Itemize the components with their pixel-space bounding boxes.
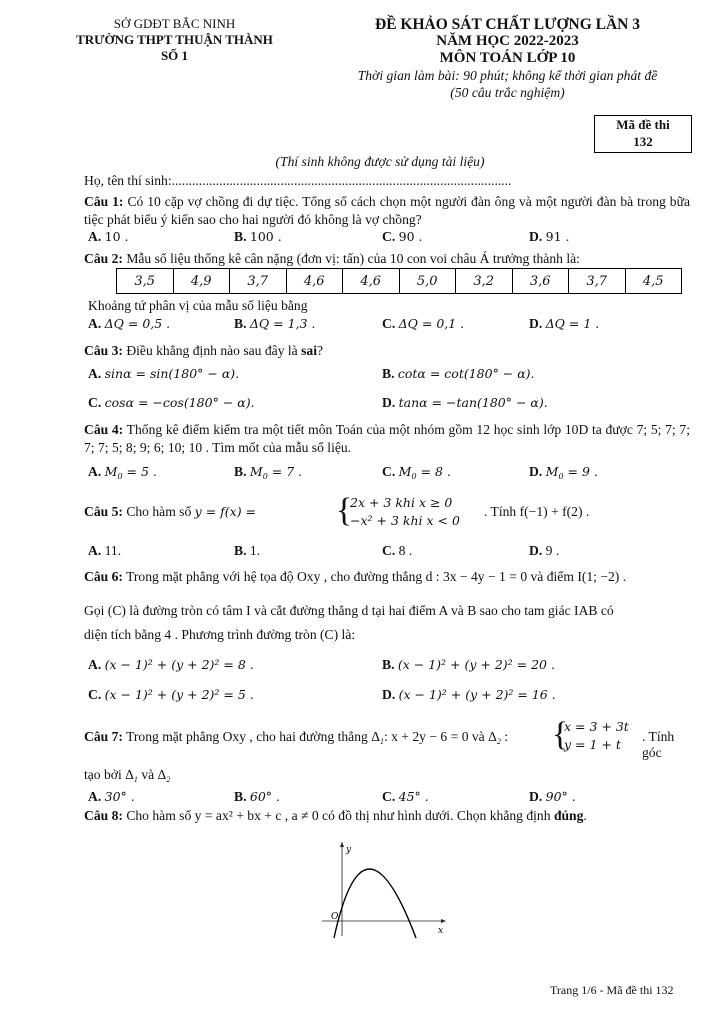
q7-post: . Tính góc — [642, 729, 675, 760]
q4-option-b[interactable]: B. $M_0 = 7$ . — [234, 464, 303, 481]
q1-option-c[interactable]: C. 90 . — [382, 229, 423, 244]
q6-label: Câu 6: — [84, 569, 123, 584]
question-2 — [84, 250, 690, 268]
question-7: Câu 7: Trong mặt phẳng Oxy , cho hai đường thẳng $\Delta_1$: x + 2y − 6 = 0 và $\Delta_2$ : { x = 3 + 3t y = 1 + t . Tính góc — [84, 716, 690, 758]
exam-header — [320, 16, 695, 101]
q8-text: Cho hàm số y = ax² + bx + c , a ≠ 0 có đồ thị như hình dưới. Chọn khẳng định — [126, 808, 551, 823]
question-1 — [84, 193, 690, 229]
question-count: (50 câu trắc nghiệm) — [450, 85, 565, 100]
table-cell: 3,7 — [569, 269, 626, 294]
q7-case-1: x = 3 + 3t — [564, 719, 629, 734]
exam-code: 132 — [633, 134, 653, 149]
q7-option-d[interactable]: D. 90° . — [529, 789, 576, 804]
school-name-2: SỐ 1 — [160, 48, 189, 63]
q3-option-c[interactable]: C. cosα = −cos(180° − α). — [88, 395, 255, 410]
q6-option-a[interactable]: A. (x − 1)² + (y + 2)² = 8 . — [88, 657, 254, 672]
weight-data-table — [116, 268, 682, 294]
question-8: Câu 8: Cho hàm số y = ax² + bx + c , a ≠ 0 có đồ thị như hình dưới. Chọn khẳng định đúng. — [84, 808, 587, 823]
q6-option-b[interactable]: B. (x − 1)² + (y + 2)² = 20 . — [382, 657, 555, 672]
table-cell: 3,5 — [117, 269, 174, 294]
q7-option-c[interactable]: C. 45° . — [382, 789, 429, 804]
q6-option-c[interactable]: C. (x − 1)² + (y + 2)² = 5 . — [88, 687, 254, 702]
q7-text-2: tạo bởi $\Delta_1$ và $\Delta_2$ — [84, 767, 171, 784]
question-6 — [84, 568, 690, 586]
q2-option-c[interactable]: C. ΔQ = 0,1 . — [382, 316, 465, 331]
table-cell: 3,6 — [512, 269, 569, 294]
q1-label: Câu 1: — [84, 194, 124, 209]
q1-option-b[interactable]: B. 100 . — [234, 229, 282, 244]
question-3: Câu 3: Điều khẳng định nào sau đây là sai? — [84, 343, 324, 358]
exam-code-label: Mã đề thi — [616, 117, 670, 132]
q2-option-b[interactable]: B. ΔQ = 1,3 . — [234, 316, 316, 331]
q5-option-c[interactable]: C. 8 . — [382, 543, 413, 558]
table-cell: 4,6 — [343, 269, 400, 294]
q3-text: Điều khẳng định nào sau đây là — [126, 343, 298, 358]
q3-option-b[interactable]: B. cotα = cot(180° − α). — [382, 366, 535, 381]
q5-case-1: 2x + 3 khi x ≥ 0 — [350, 495, 453, 510]
school-header — [52, 16, 297, 64]
question-4 — [84, 421, 690, 457]
subject: MÔN TOÁN LỚP 10 — [439, 50, 576, 66]
origin-label: O — [331, 912, 339, 922]
q4-option-d[interactable]: D. $M_0 = 9$ . — [529, 464, 598, 481]
q7-option-b[interactable]: B. 60° . — [234, 789, 280, 804]
q6-text-1: Trong mặt phẳng với hệ tọa độ Oxy , cho đường thẳng d : 3x − 4y − 1 = 0 và điểm I(1; −2) . — [126, 569, 627, 584]
q1-option-a[interactable]: A. 10 . — [88, 229, 129, 244]
x-axis-arrow-icon — [441, 919, 446, 923]
q4-label: Câu 4: — [84, 422, 124, 437]
q2-option-d[interactable]: D. ΔQ = 1 . — [529, 316, 600, 331]
page-footer: Trang 1/6 - Mã đề thi 132 — [550, 983, 674, 997]
q6-option-d[interactable]: D. (x − 1)² + (y + 2)² = 16 . — [382, 687, 556, 702]
y-axis-arrow-icon — [340, 842, 344, 847]
candidate-name-line: Họ, tên thí sinh:.................................................................................................... — [84, 173, 512, 188]
q4-option-a[interactable]: A. $M_0 = 5$ . — [88, 464, 157, 481]
q2-text: Mẫu số liệu thống kê cân nặng (đơn vị: tấn) của 10 con voi châu Á trưởng thành là: — [126, 251, 580, 266]
q5-option-d[interactable]: D. 9 . — [529, 543, 560, 558]
q3-option-a[interactable]: A. sinα = sin(180° − α). — [88, 366, 240, 381]
q3-option-d[interactable]: D. tanα = −tan(180° − α). — [382, 395, 548, 410]
q2-option-a[interactable]: A. ΔQ = 0,5 . — [88, 316, 171, 331]
q4-option-c[interactable]: C. $M_0 = 8$ . — [382, 464, 451, 481]
q8-bold: đúng — [553, 808, 584, 823]
q7-case-2: y = 1 + t — [564, 737, 621, 752]
q6-text-2: Gọi (C) là đường tròn có tâm I và cắt đường thẳng d tại hai điểm A và B sao cho tam giác IAB có — [84, 603, 614, 618]
q3-label: Câu 3: — [84, 343, 123, 358]
q7-option-a[interactable]: A. 30° . — [88, 789, 135, 804]
q4-text: Thống kê điểm kiểm tra một tiết môn Toán của một nhóm gồm 12 học sinh lớp 10D ta được 7; 5; 7; 7; 7; 7; 5; 8; 9; 6; 10; 10 . Tìm mốt của mẫu số liệu. — [84, 422, 690, 455]
time-limit: Thời gian làm bài: 90 phút; không kể thời gian phát đề — [357, 68, 658, 83]
table-row — [117, 269, 682, 294]
exam-code-box — [594, 115, 692, 153]
question-5: Câu 5: Cho hàm số y = f(x) = { 2x + 3 khi x ≥ 0 −x² + 3 khi x < 0 . Tính f(−1) + f(2) . — [84, 492, 590, 529]
x-axis-label: x — [438, 926, 444, 936]
q6-text-3: diện tích bằng 4 . Phương trình đường tròn (C) là: — [84, 627, 356, 642]
q1-option-d[interactable]: D. 91 . — [529, 229, 570, 244]
table-cell: 4,6 — [286, 269, 343, 294]
q2-subtext: Khoảng tứ phân vị của mẫu số liệu bằng — [88, 298, 308, 313]
q1-text: Có 10 cặp vợ chồng đi dự tiệc. Tổng số cách chọn một người đàn ông và một người đàn bà trong bữa tiệc phát biểu ý kiến sao cho hai người đó không là vợ chồng? — [84, 194, 690, 227]
q3-bold: sai — [301, 343, 317, 358]
q7-label: Câu 7: — [84, 729, 123, 744]
q5-option-b[interactable]: B. 1. — [234, 543, 261, 558]
q8-label: Câu 8: — [84, 808, 123, 823]
q5-option-a[interactable]: A. 11. — [88, 543, 122, 558]
y-axis-label: y — [346, 845, 352, 855]
exam-title: ĐỀ KHẢO SÁT CHẤT LƯỢNG LẦN 3 — [375, 16, 640, 33]
table-cell: 3,7 — [230, 269, 287, 294]
department: SỞ GDĐT BẮC NINH — [113, 16, 236, 31]
school-year: NĂM HỌC 2022-2023 — [436, 33, 579, 49]
q5-case-2: −x² + 3 khi x < 0 — [350, 513, 460, 528]
parabola-curve — [334, 869, 416, 938]
q5-post: . Tính f(−1) + f(2) . — [484, 504, 590, 519]
q5-label: Câu 5: — [84, 504, 123, 519]
parabola-graph — [320, 840, 450, 940]
table-cell: 4,9 — [173, 269, 230, 294]
table-cell: 5,0 — [399, 269, 456, 294]
school-name: TRƯỜNG THPT THUẬN THÀNH — [76, 32, 273, 47]
note: (Thí sinh không được sử dụng tài liệu) — [275, 154, 485, 169]
table-cell: 4,5 — [625, 269, 682, 294]
q2-label: Câu 2: — [84, 251, 123, 266]
table-cell: 3,2 — [456, 269, 513, 294]
